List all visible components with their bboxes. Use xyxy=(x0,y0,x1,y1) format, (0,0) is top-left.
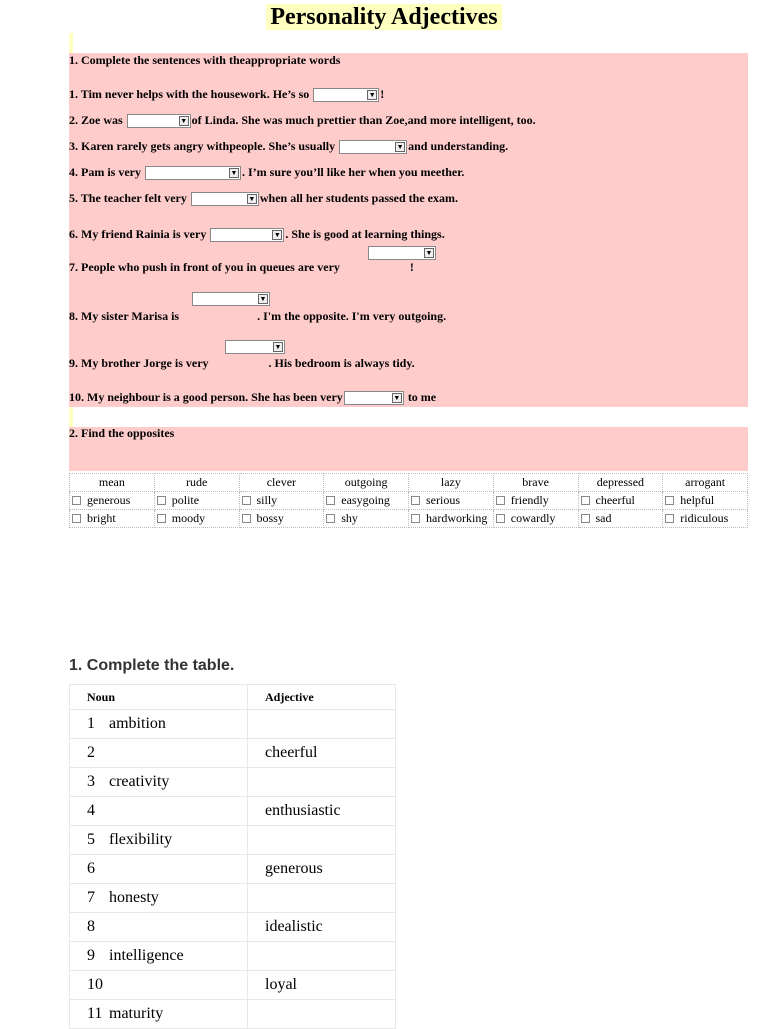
checkbox-icon[interactable] xyxy=(411,514,420,523)
answer-dropdown-5[interactable] xyxy=(191,192,259,206)
section-marker xyxy=(69,33,73,53)
opposite-header: depressed xyxy=(578,474,663,492)
checkbox-icon[interactable] xyxy=(581,514,590,523)
section-marker xyxy=(69,407,73,427)
answer-dropdown-1[interactable] xyxy=(313,88,379,102)
table-row: 7 honesty xyxy=(70,884,396,913)
opposite-option[interactable]: moody xyxy=(154,510,239,528)
noun-cell: intelligence xyxy=(109,947,184,964)
chevron-down-icon: ▼ xyxy=(396,143,404,152)
chevron-down-icon: ▼ xyxy=(180,117,188,126)
opposite-option[interactable]: friendly xyxy=(493,492,578,510)
noun-cell: maturity xyxy=(109,1005,164,1022)
chevron-down-icon: ▼ xyxy=(259,295,267,303)
sentence-4: 4. Pam is very ▼ . I’m sure you’ll like her when you meether. xyxy=(69,165,465,179)
sentence-1: 1. Tim never helps with the housework. He’s so ▼ ! xyxy=(69,87,385,101)
opposite-option[interactable]: serious xyxy=(409,492,494,510)
checkbox-icon[interactable] xyxy=(411,496,420,505)
opposite-header: clever xyxy=(239,474,324,492)
adjective-cell xyxy=(248,710,396,739)
table-row: 4 enthusiastic xyxy=(70,797,396,826)
opposites-row xyxy=(70,492,748,510)
table-row: 3 creativity xyxy=(70,768,396,797)
opposite-header: brave xyxy=(493,474,578,492)
checkbox-icon[interactable] xyxy=(581,496,590,505)
opposite-option[interactable]: cheerful xyxy=(578,492,663,510)
adjective-cell: enthusiastic xyxy=(248,797,396,826)
opposite-option[interactable]: shy xyxy=(324,510,409,528)
checkbox-icon[interactable] xyxy=(242,496,251,505)
opposite-header: rude xyxy=(154,474,239,492)
exercise3-heading: 1. Complete the table. xyxy=(69,657,235,674)
answer-dropdown-3[interactable] xyxy=(339,140,407,154)
opposite-option[interactable]: generous xyxy=(70,492,155,510)
opposite-header: mean xyxy=(70,474,155,492)
adjective-cell xyxy=(248,884,396,913)
noun-cell: creativity xyxy=(109,773,170,790)
opposites-table xyxy=(69,473,748,528)
chevron-down-icon: ▼ xyxy=(230,169,238,178)
exercise1-instruction: 1. Complete the sentences with theappropriate words xyxy=(69,53,341,67)
chevron-down-icon: ▼ xyxy=(393,394,401,403)
answer-dropdown-7[interactable] xyxy=(368,246,436,260)
opposites-row xyxy=(70,510,748,528)
opposite-option[interactable]: ridiculous xyxy=(663,510,748,528)
column-header-adjective: Adjective xyxy=(248,685,396,710)
opposite-header: outgoing xyxy=(324,474,409,492)
chevron-down-icon: ▼ xyxy=(273,231,281,240)
checkbox-icon[interactable] xyxy=(157,496,166,505)
table-row: 2 cheerful xyxy=(70,739,396,768)
noun-cell: flexibility xyxy=(109,831,173,848)
table-row: 8 idealistic xyxy=(70,913,396,942)
chevron-down-icon: ▼ xyxy=(425,249,433,257)
adjective-cell: loyal xyxy=(248,971,396,1000)
checkbox-icon[interactable] xyxy=(72,514,81,523)
page-title: Personality Adjectives xyxy=(0,4,768,31)
adjective-cell xyxy=(248,1000,396,1029)
checkbox-icon[interactable] xyxy=(665,514,674,523)
sentence-5: 5. The teacher felt very ▼ when all her students passed the exam. xyxy=(69,191,458,205)
answer-dropdown-2[interactable] xyxy=(127,114,191,128)
adjective-cell xyxy=(248,826,396,855)
table-row: 9 intelligence xyxy=(70,942,396,971)
sentence-8: 8. My sister Marisa is . I'm the opposite. I'm very outgoing. xyxy=(69,309,447,323)
answer-dropdown-4[interactable] xyxy=(145,166,241,180)
table-row: 6 generous xyxy=(70,855,396,884)
checkbox-icon[interactable] xyxy=(326,514,335,523)
opposites-header-row xyxy=(70,474,748,492)
opposite-option[interactable]: silly xyxy=(239,492,324,510)
noun-cell: ambition xyxy=(109,715,166,732)
checkbox-icon[interactable] xyxy=(496,496,505,505)
sentence-6: 6. My friend Rainia is very ▼ . She is good at learning things. xyxy=(69,227,445,241)
answer-dropdown-9[interactable] xyxy=(225,340,285,354)
checkbox-icon[interactable] xyxy=(326,496,335,505)
opposite-option[interactable]: easygoing xyxy=(324,492,409,510)
sentence-10: 10. My neighbour is a good person. She has been very ▼ to me xyxy=(69,390,437,404)
answer-dropdown-6[interactable] xyxy=(210,228,284,242)
adjective-cell xyxy=(248,942,396,971)
column-header-noun: Noun xyxy=(70,685,248,710)
table-row: 1 ambition xyxy=(70,710,396,739)
checkbox-icon[interactable] xyxy=(496,514,505,523)
opposite-option[interactable]: hardworking xyxy=(409,510,494,528)
sentence-9: 9. My brother Jorge is very . His bedroom is always tidy. xyxy=(69,356,415,370)
adjective-cell xyxy=(248,768,396,797)
opposite-option[interactable]: bright xyxy=(70,510,155,528)
checkbox-icon[interactable] xyxy=(242,514,251,523)
checkbox-icon[interactable] xyxy=(72,496,81,505)
complete-table xyxy=(69,684,396,1029)
sentence-7: 7. People who push in front of you in queues are very ! xyxy=(69,260,414,274)
table-row: 11 maturity xyxy=(70,1000,396,1029)
adjective-cell: cheerful xyxy=(248,739,396,768)
complete-table-header xyxy=(70,685,396,710)
checkbox-icon[interactable] xyxy=(665,496,674,505)
noun-cell: honesty xyxy=(109,889,159,906)
opposite-header: lazy xyxy=(409,474,494,492)
chevron-down-icon: ▼ xyxy=(274,343,282,351)
chevron-down-icon: ▼ xyxy=(368,91,376,100)
opposite-header: arrogant xyxy=(663,474,748,492)
table-row: 5 flexibility xyxy=(70,826,396,855)
opposite-option[interactable]: polite xyxy=(154,492,239,510)
answer-dropdown-8[interactable] xyxy=(192,292,270,306)
sentence-3: 3. Karen rarely gets angry withpeople. She’s usually ▼ and understanding. xyxy=(69,139,509,153)
opposite-option[interactable]: cowardly xyxy=(493,510,578,528)
checkbox-icon[interactable] xyxy=(157,514,166,523)
opposite-option[interactable]: sad xyxy=(578,510,663,528)
answer-dropdown-10[interactable] xyxy=(344,391,404,405)
adjective-cell: generous xyxy=(248,855,396,884)
table-row: 10 loyal xyxy=(70,971,396,1000)
exercise2-instruction: 2. Find the opposites xyxy=(69,426,175,440)
opposite-option[interactable]: bossy xyxy=(239,510,324,528)
opposite-option[interactable]: helpful xyxy=(663,492,748,510)
sentence-2: 2. Zoe was ▼ of Linda. She was much prettier than Zoe,and more intelligent, too. xyxy=(69,113,536,127)
adjective-cell: idealistic xyxy=(248,913,396,942)
chevron-down-icon: ▼ xyxy=(248,195,256,204)
